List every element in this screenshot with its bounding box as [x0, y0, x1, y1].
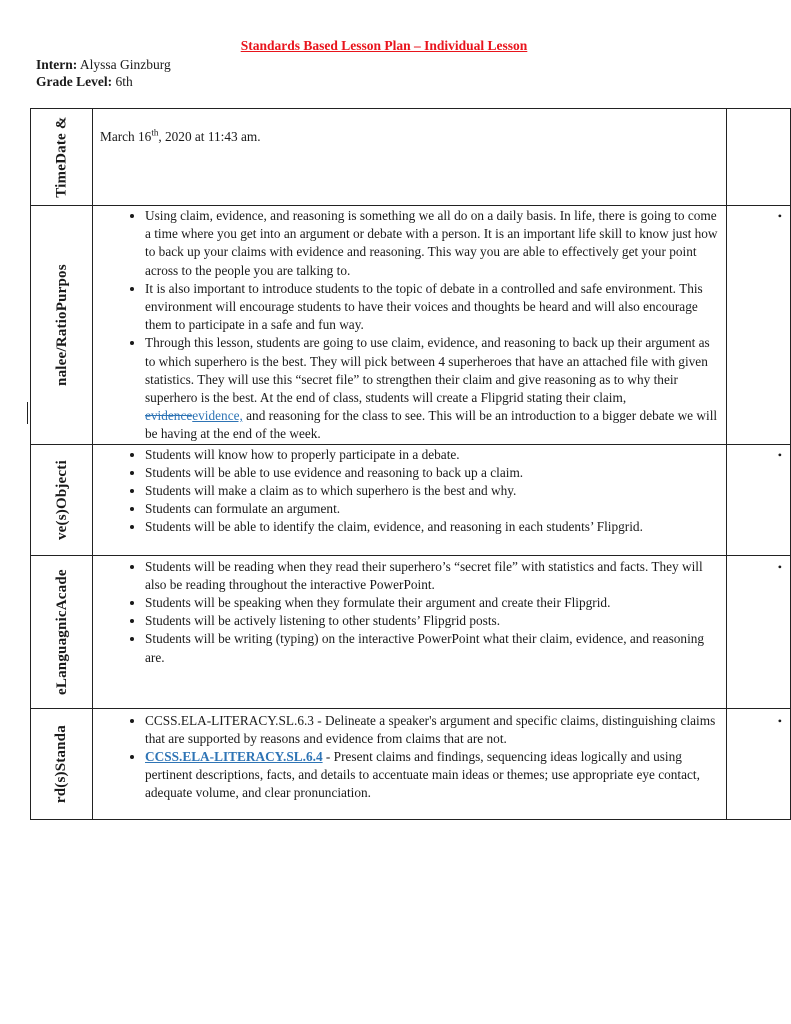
row-label-objectives: ve(s)Objecti: [53, 459, 70, 540]
label-cell-rationale: [31, 206, 93, 445]
intern-line: [36, 57, 171, 73]
list-item: • CCSS.ELA-LITERACY.SL.6.3 - Delineate a speaker's argument and specific claims, distinguishing claims that are supported by reasons and evidence from claims that are not.: [145, 712, 718, 748]
standard-link[interactable]: CCSS.ELA-LITERACY.SL.6.4: [145, 749, 323, 765]
bullet-marker: •: [777, 209, 782, 223]
rationale-list: [93, 206, 726, 444]
row-objectives: [31, 444, 791, 555]
intern-label: Intern:: [36, 57, 78, 72]
label-cell-objectives: [31, 444, 93, 555]
language-cell[interactable]: [93, 555, 727, 708]
extra-cell-standards: [727, 708, 791, 819]
item-text: and reasoning for the class to see. This will be an introduction to a bigger debate we will be having at the end of the week.: [145, 408, 718, 442]
date-cell[interactable]: [93, 109, 727, 206]
revision-change-bar: [27, 402, 28, 424]
row-label-language: eLanguagnicAcade: [53, 568, 70, 695]
date-rest: , 2020 at 11:43 am.: [158, 129, 261, 144]
label-cell-standards: [31, 708, 93, 819]
row-label-time: TimeDate &: [53, 116, 70, 198]
standards-list: [93, 709, 726, 803]
extra-cell-rationale: [727, 206, 791, 445]
list-item: • Students will be actively listening to other students’ Flipgrid posts.: [145, 612, 718, 630]
document-title: Standards Based Lesson Plan – Individual Lesson: [240, 38, 528, 53]
grade-value: 6th: [112, 74, 133, 89]
bullet-marker: •: [777, 713, 782, 728]
bullet-marker: •: [777, 559, 782, 574]
list-item: • It is also important to introduce students to the topic of debate in a controlled and safe environment. This environment will encourage students to have their voices and thoughts be heard and will also encourage them to participate in a safe and fun way.: [145, 280, 718, 335]
extra-cell-objectives: [727, 444, 791, 555]
row-label-rationale: nalee/RatioPurpos: [53, 263, 70, 386]
item-text: - Present claims and findings, sequencing ideas logically and using pertinent descriptions, facts, and details to accentuate main ideas or themes; use appropriate eye contact, adequate volume, and clear pronunciation.: [145, 749, 700, 801]
row-standards: [31, 708, 791, 819]
lesson-plan-table: [30, 108, 791, 820]
label-cell-time: [31, 109, 93, 206]
tracked-deletion[interactable]: evidence: [145, 408, 193, 424]
row-label-standards: rd(s)Standa: [53, 724, 70, 803]
tracked-insertion[interactable]: evidence,: [192, 408, 243, 424]
date-main: March 16: [100, 129, 152, 144]
list-item: • Students will be reading when they read their superhero’s “secret file” with statistics and facts. They will also be reading throughout the interactive PowerPoint.: [145, 558, 718, 594]
label-cell-language: [31, 555, 93, 708]
rationale-cell[interactable]: [93, 206, 727, 445]
objectives-list: [93, 445, 726, 537]
item-text: Through this lesson, students are going to use claim, evidence, and reasoning to back up their argument as to which superhero is the best. They will pick between 4 superheroes that have an attached file with given statistics. They will use this “secret file” to strengthen their claim and give reasoning as to why their superhero is the best. At the end of class, students will create a Flipgrid stating their claim,: [145, 335, 710, 406]
intern-value: Alyssa Ginzburg: [77, 57, 171, 72]
row-rationale: [31, 206, 791, 445]
language-list: [93, 556, 726, 667]
list-item: [145, 748, 718, 803]
list-item: • Students will be speaking when they formulate their argument and create their Flipgrid.: [145, 594, 718, 612]
extra-cell-time: [727, 109, 791, 206]
objectives-cell[interactable]: [93, 444, 727, 555]
list-item: • Using claim, evidence, and reasoning is something we all do on a daily basis. In life, there is going to come a time where you get into an argument or debate with a person. It is an important life skill to know just how to back up your claims with evidence and reasoning. This way you are able to effectively get your point across to the people you are talking to.: [145, 207, 718, 280]
extra-cell-language: [727, 555, 791, 708]
list-item: • Students will be writing (typing) on the interactive PowerPoint what their claim, evidence, and reasoning are.: [145, 630, 718, 666]
list-item: • Students will know how to properly participate in a debate.: [145, 446, 718, 464]
standards-cell[interactable]: [93, 708, 727, 819]
list-item: • Students will make a claim as to which superhero is the best and why.: [145, 482, 718, 500]
list-item: • Students can formulate an argument.: [145, 500, 718, 518]
grade-label: Grade Level:: [36, 74, 113, 89]
row-language: [31, 555, 791, 708]
date-superscript: th: [151, 127, 159, 138]
list-item: • Students will be able to use evidence and reasoning to back up a claim.: [145, 464, 718, 482]
grade-line: [36, 74, 133, 90]
bullet-marker: •: [777, 447, 782, 462]
list-item: [145, 334, 718, 443]
row-time: [31, 109, 791, 206]
list-item: • Students will be able to identify the claim, evidence, and reasoning in each students’ Flipgrid.: [145, 518, 718, 536]
